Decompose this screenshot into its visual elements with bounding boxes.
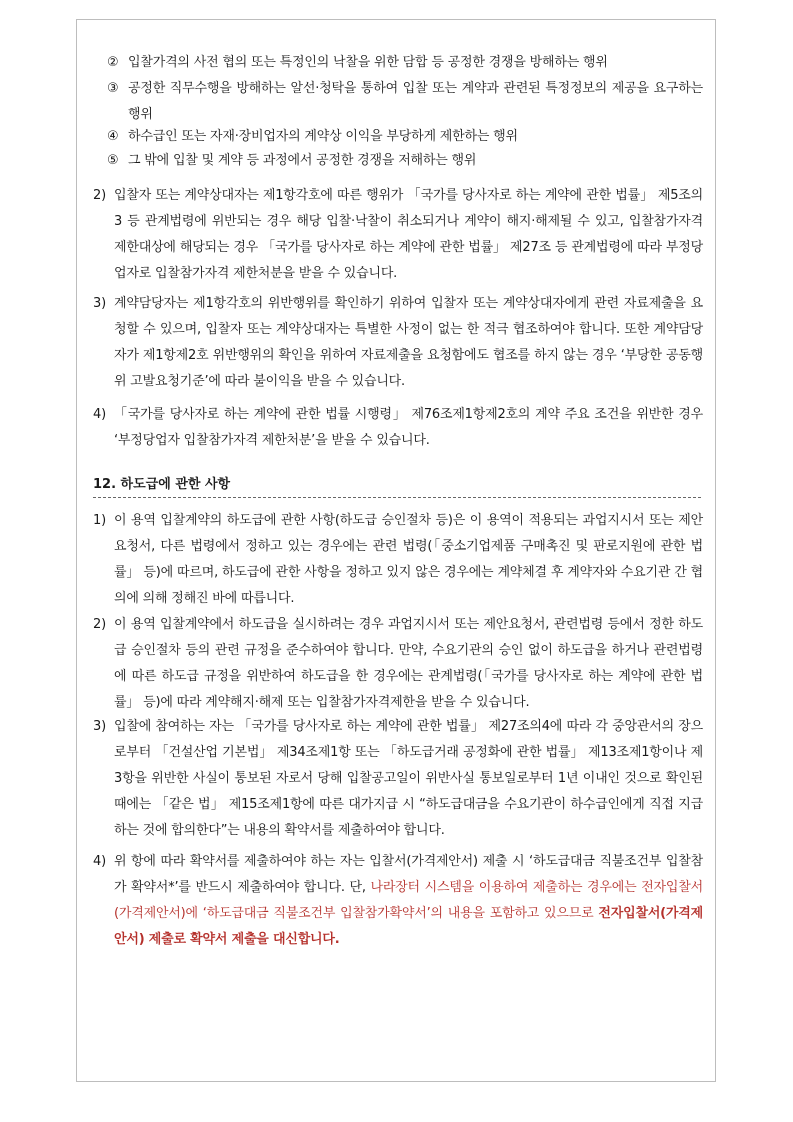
section-heading: 12. 하도급에 관한 사항 bbox=[93, 477, 231, 492]
item-text: 「국가를 당사자로 하는 계약에 관한 법률 시행령」 제76조제1항제2호의 계약 주요 조건을 위반한 경우 ‘부정당업자 입찰참가자격 제한처분’을 받을 수 있습니다. bbox=[114, 407, 703, 448]
item-text: 그 밖에 입찰 및 계약 등 과정에서 공정한 경쟁을 저해하는 행위 bbox=[128, 153, 477, 168]
sub-item bbox=[107, 50, 703, 76]
item-number: ③ bbox=[107, 81, 119, 96]
paragraph-item bbox=[93, 508, 703, 612]
item-number: ④ bbox=[107, 129, 119, 144]
item-number: 1) bbox=[93, 513, 106, 528]
item-number: 4) bbox=[93, 407, 106, 422]
item-text: 입찰에 참여하는 자는 「국가를 당사자로 하는 계약에 관한 법률」 제27조의4에 따라 각 중앙관서의 장으로부터 「건설산업 기본법」 제34조제1항 또는 「하도급거래 공정화에 관한 법률」 제13조제1항이나 제3항을 위반한 사실이 통보된 자로서 당해 입찰공고일이 위반사실 통보일로부터 1년 이내인 것으로 확인된 때에는 「같은 법」 제15조제1항에 따른 대가지급 시 “하도급대금을 수요기관이 하수급인에게 직접 지급하는 것에 합의한다”는 내용의 확약서를 제출하여야 합니다. bbox=[114, 719, 703, 838]
paragraph-item bbox=[93, 291, 703, 395]
item-text: 하수급인 또는 자재·장비업자의 계약상 이익을 부당하게 제한하는 행위 bbox=[128, 129, 518, 144]
paragraph-item bbox=[93, 612, 703, 716]
item-number: 4) bbox=[93, 854, 106, 869]
paragraph-item bbox=[93, 183, 703, 287]
item-text: 입찰자 또는 계약상대자는 제1항각호에 따른 행위가 「국가를 당사자로 하는 계약에 관한 법률」 제5조의3 등 관계법령에 위반되는 경우 해당 입찰·낙찰이 취소되거나 계약이 해지·해제될 수 있고, 입찰참가자격 제한대상에 해당되는 경우 「국가를 당사자로 하는 계약에 관한 법률」 제27조 등 관계법령에 따라 부정당업자로 입찰참가자격 제한처분을 받을 수 있습니다. bbox=[114, 188, 703, 281]
item-number: 3) bbox=[93, 719, 106, 734]
sub-item bbox=[107, 76, 703, 128]
item-number: ② bbox=[107, 55, 119, 70]
paragraph-item bbox=[93, 714, 703, 844]
sub-item bbox=[107, 148, 703, 174]
dashed-divider bbox=[93, 497, 701, 498]
sub-item bbox=[107, 124, 703, 150]
item-text-highlight: 나라장터 시스템을 이용하여 제출하는 경우에는 전자입찰서(가격제안서)에 ‘하도급대금 직불조건부 입찰참가확약서’의 내용을 포함하고 있으므로 bbox=[114, 880, 703, 921]
item-number: 2) bbox=[93, 617, 106, 632]
paragraph-item bbox=[93, 402, 703, 454]
item-text: 이 용역 입찰계약에서 하도급을 실시하려는 경우 과업지시서 또는 제안요청서, 관련법령 등에서 정한 하도급 승인절차 등의 관련 규정을 준수하여야 합니다. 만약, 수요기관의 승인 없이 하도급을 하거나 관련법령에 따른 하도급 규정을 위반하여 하도급을 한 경우에는 관계법령(「국가를 당사자로 하는 계약에 관한 법률」 등)에 따라 계약해지·해제 또는 입찰참가자격제한을 받을 수 있습니다. bbox=[114, 617, 703, 710]
item-text-emphasis: 전자입찰서(가격제안서) 제출로 확약서 제출을 대신합니다. bbox=[114, 906, 703, 947]
item-text: 공정한 직무수행을 방해하는 알선·청탁을 통하여 입찰 또는 계약과 관련된 특정정보의 제공을 요구하는 행위 bbox=[128, 81, 703, 122]
item-number: ⑤ bbox=[107, 153, 119, 168]
item-number: 2) bbox=[93, 188, 106, 203]
item-text bbox=[114, 849, 703, 953]
paragraph-item bbox=[93, 849, 703, 953]
item-text: 입찰가격의 사전 협의 또는 특정인의 낙찰을 위한 담합 등 공정한 경쟁을 방해하는 행위 bbox=[128, 55, 608, 70]
item-text-plain: 위 항에 따라 확약서를 제출하여야 하는 자는 입찰서(가격제안서) 제출 시 ‘하도급대금 직불조건부 입찰참가 확약서*’를 반드시 제출하여야 합니다. 단, bbox=[114, 854, 703, 895]
item-number: 3) bbox=[93, 296, 106, 311]
item-text: 계약담당자는 제1항각호의 위반행위를 확인하기 위하여 입찰자 또는 계약상대자에게 관련 자료제출을 요청할 수 있으며, 입찰자 또는 계약상대자는 특별한 사정이 없는 한 적극 협조하여야 합니다. 또한 계약담당자가 제1항제2호 위반행위의 확인을 위하여 자료제출을 요청함에도 협조를 하지 않는 경우 ‘부당한 공동행위 고발요청기준’에 따라 불이익을 받을 수 있습니다. bbox=[114, 296, 703, 389]
item-text: 이 용역 입찰계약의 하도급에 관한 사항(하도급 승인절차 등)은 이 용역이 적용되는 과업지시서 또는 제안요청서, 다른 법령에서 정하고 있는 경우에는 관련 법령(「중소기업제품 구매촉진 및 판로지원에 관한 법률」 등)에 따르며, 하도급에 관한 사항을 정하고 있지 않은 경우에는 계약체결 후 계약자와 수요기관 간 협의에 의해 정해진 바에 따릅니다. bbox=[114, 513, 703, 606]
